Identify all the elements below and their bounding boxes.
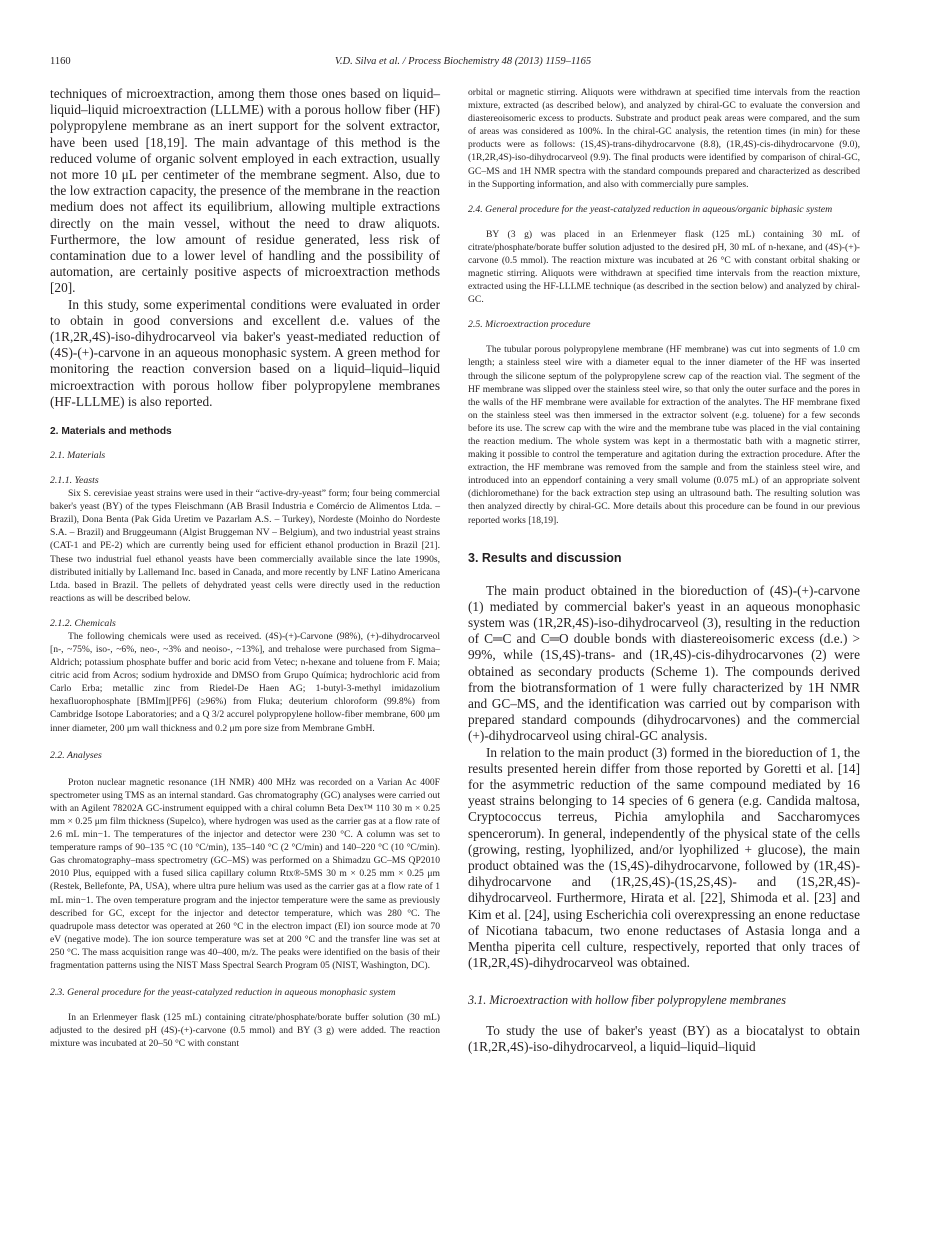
section-2-heading: 2. Materials and methods <box>50 426 172 438</box>
section-2-3-heading: 2.3. General procedure for the yeast-catalyzed reduction in aqueous monophasic system <box>50 987 396 999</box>
microextraction-paragraph: The tubular porous polypropylene membrane (HF membrane) was cut into segments of 1.0 cm length; a stainless steel wire with a diameter equal to the inner diameter of the HF was inserted through the silicone septum of the polypropylene screw cap of the reaction vial. The segment of the HF membrane was slipped over the stainless steel wire, so that only the outer surface and the pores in the walls of the HF membrane were available for extraction of the analytes. The HF membrane fixed on the stainless steel was then immersed in the extractor solvent (e.g. toluene) for a few seconds before its use. The screw cap with the wire and the membrane tube was placed in the vial containing the reaction medium. The whole system was kept in a thermostatic bath with a magnetic stirrer, making it possible to control the temperature and agitation during the extraction procedure. After the extraction, the HF membrane was removed from the sample and from the stainless steel wire, and introduced into an eppendorf containing a very small volume (0.075 mL) of an appropriate solvent (dichloromethane) for the back extraction step using an ultrasound bath. The resulting solution was then analyzed directly by chiral-GC. More details about this procedure can be found in our previous reported works [18,19]. <box>468 344 860 526</box>
chemicals-paragraph: The following chemicals were used as received. (4S)-(+)-Carvone (98%), (+)-dihydrocarveol [n-, ~75%, iso-, ~6%, neo-, ~3% and neoiso-, ~13%], and trehalose were purchased from Sigma–Aldrich; potassium phosphate buffer and boric acid from Vetec; n-hexane and toluene from F. Maia; citric acid from Acros; sodium hydroxide and DMSO from Grupo Química; hydrochloric acid from Carlo Erba; metallic zinc from Riedel-De Haen AG; 1-butyl-3-methyl imidazolium hexafluorophosphate [BMIm][PF6] (≥96%) from Fluka; deuterium chloroform (99.8%) from Cambridge Isotope Laboratories; and a Q 3/2 accurel polypropylene hollow-fiber membrane, 600 μm inner diameter, 200 μm wall thickness and 0.2 μm pore size from Membrane GmbH. <box>50 630 440 734</box>
intro-paragraph-1: techniques of microextraction, among them those ones based on liquid–liquid–liquid microextraction (LLLME) with a porous hollow fiber (HF) polypropylene membrane as an inert support for the solvent extractor, have been used [18,19]. The main advantage of this method is the reduced volume of organic solvent employed in each extraction, usually not more 10 μL per centimeter of the membrane segment. Also, due to the low extraction capacity, the presence of the membrane in the reaction medium does not affect its equilibrium, allowing multiple extractions directly on the main vessel, without the need to draw aliquots. Furthermore, the low amount of residue generated, less risk of contamination due to a lower level of handling and the possibility of automation, are certainly positive aspects of microextraction methods [20]. <box>50 86 440 296</box>
continued-paragraph: orbital or magnetic stirring. Aliquots were withdrawn at specified time intervals from the reaction mixture, extracted (as described below), and analyzed by chiral-GC to evaluate the conversion and diastereoisomeric excess to products. Substrate and product peak areas were compared, and the sum of areas was considered as 100%. In the chiral-GC analysis, the retention times (in min) for these products were as follows: (1S,4S)-trans-dihydrocarvone (8.8), (1R,4S)-cis-dihydrocarvone (9.0), (1R,2R,4S)-iso-dihydrocarveol (9.9). The final products were identified by comparison of chiral-GC, GC–MS and 1H NMR spectra with the standard compounds prepared and characterized as described in the Supporting information, and also with commercially pure samples. <box>468 87 860 190</box>
section-2-2-heading: 2.2. Analyses <box>50 749 102 761</box>
yeasts-paragraph: Six S. cerevisiae yeast strains were used in their “active-dry-yeast” form; four being commercial baker's yeast (BY) of the types Fleischmann (AB Brasil Industria e Comércio de Alimentos Ltda. – Brazil), Dona Benta (Pak Gida Uretim ve Pazarlam A.S. – Turkey), Nordeste (Moinho do Nordeste S.A. – Brazil) and Bruggeumann (Algist Bruggeman NV – Belgium), and two industrial yeast strains (CAT-1 and PE-2) which are currently being used for efficient ethanol production in Brazil [21]. These two industrial fuel ethanol yeasts have been commercially available since the late 1990s, distributed initially by Lallemand Inc. based in Canada, and more recently by LNF Latino Americana Ltda. based in Brazil. The pellets of dehydrated yeast cells were directly used in the reduction reactions as will be described below. <box>50 488 440 604</box>
analyses-paragraph: Proton nuclear magnetic resonance (1H NMR) 400 MHz was recorded on a Varian Ac 400F spectrometer using TMS as an internal standard. Gas chromatography (GC) analyses were carried out with an Agilent 78202A GC-instrument equipped with a chiral column Beta Dex™ 110 30 m × 0.25 mm × 0.25 μm film thickness (Supelco), where hydrogen was used as the carrier gas at a flow rate of 2.6 mL min−1. The temperatures of the injector and detector were 230 °C. A column was set to temperature ramps of 90–135 °C (10 °C/min), 135–140 °C (2 °C/min) and 140–220 °C (10 °C/min). Gas chromatography–mass spectrometry (GC–MS) was performed on a Shimadzu GC–MS QP2010 2010 Plus, equipped with a fused silica capillary column Rtx®-5MS 30 m × 0.25 mm × 0.25 μm (Restek, Bellefonte, PA, USA), where ultra pure helium was used as the carrier gas at a flow rate of 1 mL min−1. The oven temperature program and the injector temperature were the same as previously described for GC, except for the injector and detector temperature, which was 280 °C. The quadrupole mass detector was operated at 260 °C in the electron impact (EI) ion source mode at 70 eV (negative mode). The ion source temperature was set at 200 °C and the transfer line was set at 250 °C. The mass acquisition range was 40–400, m/z. The peaks were identified on the basis of their fragmentation patterns using the NIST Mass Spectral Search Program 05 (NIST, Washington, DC). <box>50 776 440 971</box>
section-3-heading: 3. Results and discussion <box>468 550 622 565</box>
running-title: V.D. Silva et al. / Process Biochemistry 48 (2013) 1159–1165 <box>334 56 592 67</box>
section-3-1-heading: 3.1. Microextraction with hollow fiber polypropylene membranes <box>468 992 786 1007</box>
section-2-4-heading: 2.4. General procedure for the yeast-catalyzed reduction in aqueous/organic biphasic system <box>468 203 833 215</box>
section-2-1-heading: 2.1. Materials <box>50 450 106 462</box>
section-2-3-paragraph: In an Erlenmeyer flask (125 mL) containing citrate/phosphate/borate buffer solution (30 mL) adjusted to the desired pH (4S)-(+)-carvone (0.5 mmol) and BY (3 g) were added. The reaction mixture was incubated at 20–50 °C with constant <box>50 1012 440 1050</box>
results-paragraph-3: To study the use of baker's yeast (BY) as a biocatalyst to obtain (1R,2R,4S)-iso-dihydrocarveol, a liquid–liquid–liquid <box>468 1022 860 1054</box>
page-number: 1160 <box>50 56 71 67</box>
intro-paragraph-2: In this study, some experimental conditions were evaluated in order to obtain in good conversions and excellent d.e. values of the (1R,2R,4S)-iso-dihydrocarveol via baker's yeast-mediated reduction of (4S)-(+)-carvone in an aqueous monophasic system. A green method for monitoring the reaction conversion based on a liquid–liquid–liquid microextraction with porous hollow fiber polypropylene membranes (HF-LLLME) is also reported. <box>50 296 440 409</box>
section-2-1-1-heading: 2.1.1. Yeasts <box>50 475 99 487</box>
section-2-4-paragraph: BY (3 g) was placed in an Erlenmeyer flask (125 mL) containing 30 mL of citrate/phosphate/borate buffer solution adjusted to the desired pH, 30 mL of n-hexane, and (4S)-(+)-carvone (0.5 mmol). The reaction mixture was incubated at 26 °C with constant orbital shaking or magnetic stirring. Aliquots were withdrawn at specified time intervals from the reaction mixture, extracted using the HF-LLLME technique (as described in the section below) and analyzed by chiral-GC. <box>468 228 860 306</box>
section-2-5-heading: 2.5. Microextraction procedure <box>468 319 591 331</box>
section-2-1-2-heading: 2.1.2. Chemicals <box>50 617 116 629</box>
left-column <box>50 86 440 1050</box>
results-paragraph-2: In relation to the main product (3) formed in the bioreduction of 1, the results presented herein differ from those reported by Goretti et al. [14] for the asymmetric reduction of the same compound mediated by 16 yeast strains belonging to 14 species of 6 genera (e.g. Candida maltosa, Cryptococcus terreus, Pichia amylophila and Saccharomyces spencerorum). In general, independently of the physical state of the cells (growing, resting, lyophilized, and/or lyophilized + glucose), the main product obtained was the (1S,4S)-dihydrocarvone, followed by (1R,4S)-dihydrocarvone and (1R,2S,4S)-(1S,2S,4S)- and (1S,2R,4S)-dihydrocarveol. Furthermore, Hirata et al. [22], Shimoda et al. [23] and Kim et al. [24], using Escherichia coli overexpressing an enone reductase of Nicotiana tabacum, two enone reductases of Astasia longa and a Mentha piperita cell culture, respectively, reported that only traces of (1R,2R,4S)-dihydrocarveol was obtained. <box>468 744 860 971</box>
right-column <box>468 86 860 1055</box>
results-paragraph-1: The main product obtained in the bioreduction of (4S)-(+)-carvone (1) mediated by commercial baker's yeast in an aqueous monophasic system was (1R,2R,4S)-iso-dihydrocarveol (3), resulting in the reduction of C═C and C═O double bonds with diastereoisomeric excess (d.e.) > 99%, while (1S,4S)-trans- and (1R,4S)-cis-dihydrocarvones (2) were obtained as secondary products (Scheme 1). The compounds derived from the biotransformation of 1 were fully characterized by 1H NMR and GC–MS, and the identification was carried out by comparison with prepared standard compounds (dihydrocarvones) and the commercial (+)-dihydrocarveol using chiral-GC analysis. <box>468 582 860 744</box>
